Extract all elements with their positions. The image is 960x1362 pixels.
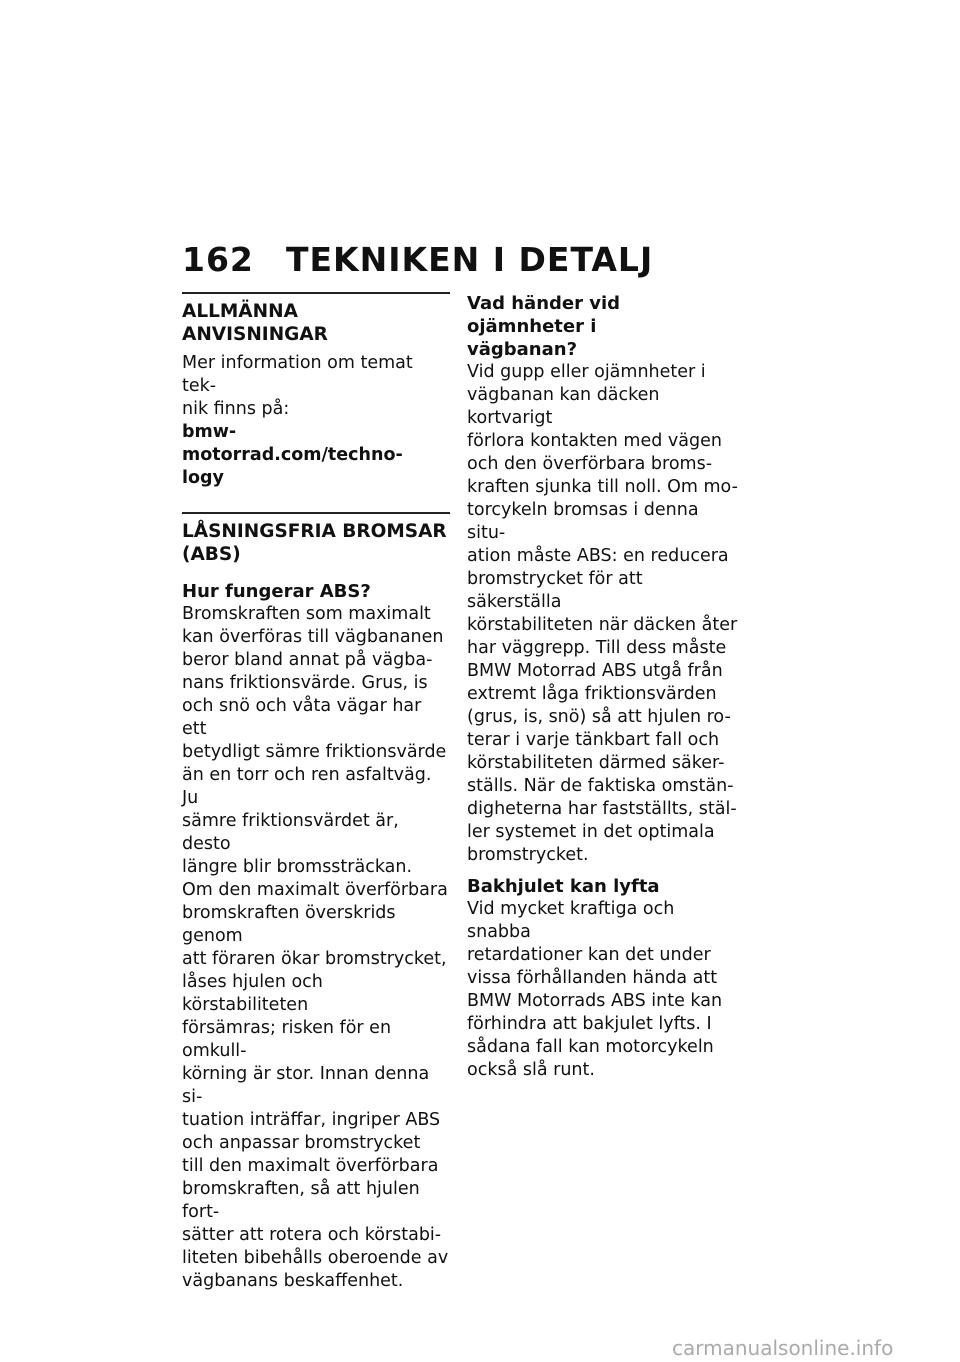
general-info-text: Mer information om temat tek- nik finns på: [182, 353, 413, 419]
subheading-how-abs-works: Hur fungerar ABS? [182, 581, 371, 602]
section-title-abs: LÅSNINGSFRIA BROMSAR (ABS) [182, 512, 450, 566]
watermark: carmanualsonline.info [672, 1336, 894, 1360]
rear-wheel-lift-paragraph: Vid mycket kraftiga och snabba retardationer kan det under vissa förhållanden hända att BMW Motorrads ABS inte kan förhindra att bakjulet lyfts. I sådana fall kan motorcykeln också slå runt. [467, 899, 723, 1080]
uneven-road-paragraph: Vid gupp eller ojämnheter i vägbanan kan däcken kortvarigt förlora kontakten med vägen och den överförbara broms- kraften sjunka till noll. Om mo- torcykeln bromsas i denna situ- ation måste ABS: en reducera bromstrycket för att säkerställa körstabiliteten när däcken åter har väggrepp. Till dess måste BMW Motorrad ABS utgå från extremt låga friktionsvärden (grus, is, snö) så att hjulen ro- terar i varje tänkbart fall och körstabiliteten därmed säker- ställs. När de faktiska omstän- digheterna har fastställts, stäl- ler systemet in det optimala bromstrycket. [467, 362, 738, 865]
section-general-instructions [182, 292, 450, 490]
subheading-uneven-road: Vad händer vid ojämnheter i vägbanan? [467, 293, 621, 360]
technology-link[interactable]: bmw-motorrad.com/techno- logy [182, 422, 403, 488]
chapter-title: TEKNIKEN I DETALJ [286, 240, 654, 279]
right-column [467, 292, 739, 1082]
subheading-rear-wheel-lift: Bakhjulet kan lyfta [467, 876, 660, 897]
page-number: 162 [182, 240, 254, 279]
section-title-general: ALLMÄNNA ANVISNINGAR [182, 292, 450, 346]
page-header [182, 240, 653, 279]
abs-paragraph-1: Bromskraften som maximalt kan överföras till vägbananen beror bland annat på vägba- nans friktionsvärde. Grus, is och snö och våta vägar har ett betydligt sämre friktionsvärde än en torr och ren asfaltväg. Ju sämre friktionsvärdet är, desto längre blir bromssträckan. [182, 604, 447, 877]
left-column [182, 292, 450, 1293]
abs-paragraph-2: Om den maximalt överförbara bromskraften överskrids genom att föraren ökar bromstrycket, låses hjulen och körstabiliteten försämras; risken för en omkull- körning är stor. Innan denna si- tuation inträffar, ingriper ABS och anpassar bromstrycket till den maximalt överförbara bromskraften, så att hjulen fort- sätter att rotera och körstabi- liteten bibehålls oberoende av vägbanans beskaffenhet. [182, 880, 449, 1291]
section-abs [182, 512, 450, 1293]
